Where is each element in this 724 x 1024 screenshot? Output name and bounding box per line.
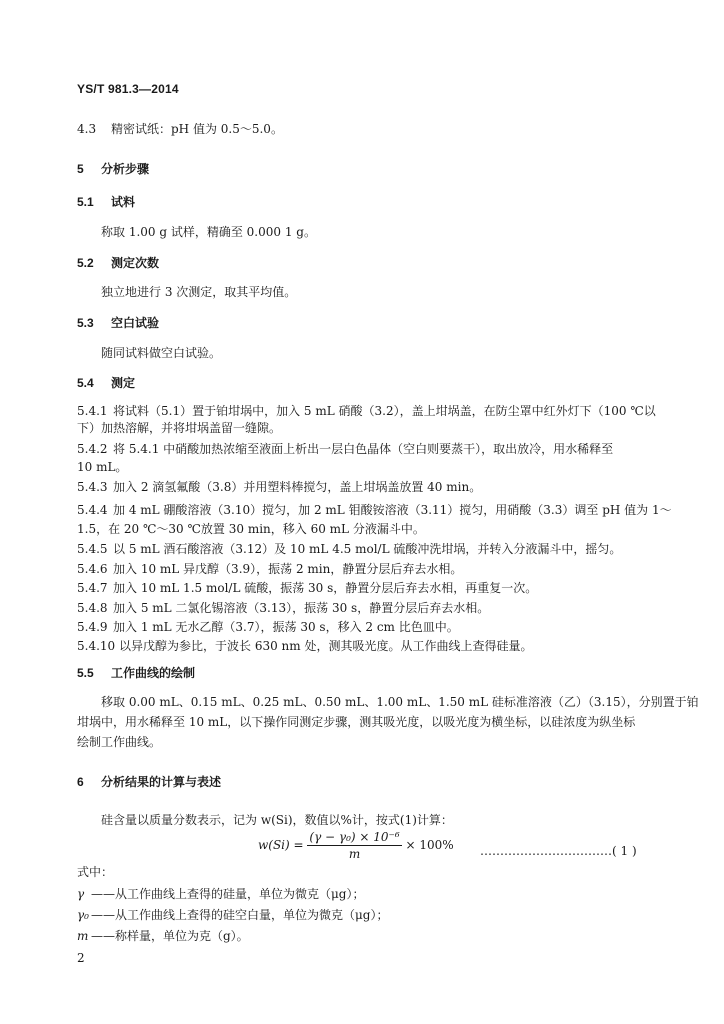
definition-gamma0 <box>77 907 388 923</box>
step-text: 加入 2 滴氢氟酸（3.8）并用塑料棒搅匀，盖上坩埚盖放置 40 min。 <box>113 480 482 494</box>
clause-5-2-body: 独立地进行 3 次测定，取其平均值。 <box>101 285 297 299</box>
step-number: 5.4.6 <box>77 562 108 576</box>
clause-number: 4.3 <box>77 122 97 136</box>
step-number: 5.4.2 <box>77 442 108 456</box>
formula-leader <box>480 843 637 859</box>
formula-fraction <box>307 830 401 861</box>
clause-title: 试料 <box>111 195 136 209</box>
standard-code: YS/T 981.3—2014 <box>77 82 179 96</box>
definition-symbol: m <box>77 929 89 943</box>
clause-number: 5.4 <box>77 376 94 390</box>
clause-5-5-heading <box>77 664 195 681</box>
clause-5-3-heading <box>77 314 159 331</box>
clause-5-1-heading <box>77 193 135 210</box>
step-5-4-3 <box>77 479 481 495</box>
clause-text: 精密试纸：pH 值为 0.5～5.0。 <box>111 122 283 136</box>
step-number: 5.4.8 <box>77 601 108 615</box>
formula-1 <box>258 830 454 861</box>
section-number: 6 <box>77 775 84 789</box>
step-text: 将试料（5.1）置于铂坩埚中，加入 5 mL 硝酸（3.2），盖上坩埚盖，在防尘罩中红外灯下（100 ℃以 <box>113 404 656 418</box>
clause-title: 测定 <box>111 376 136 390</box>
formula-equation-number: ( 1 ) <box>612 844 637 858</box>
step-5-4-1 <box>77 403 656 419</box>
clause-5-5-body-line1: 移取 0.00 mL、0.15 mL、0.25 mL、0.50 mL、1.00 mL、1.50 mL 硅标准溶液（乙）（3.15），分别置于铂 <box>101 695 699 709</box>
formula-numerator: (γ − γ₀) × 10⁻⁶ <box>309 830 400 844</box>
clause-5-4-heading <box>77 374 135 391</box>
clause-5-1-body: 称取 1.00 g 试样，精确至 0.000 1 g。 <box>101 225 316 239</box>
step-number: 5.4.10 <box>77 639 116 653</box>
clause-title: 测定次数 <box>111 256 160 270</box>
step-5-4-4 <box>77 502 672 518</box>
clause-title: 空白试验 <box>111 316 160 330</box>
definition-symbol: γ₀ <box>77 908 89 922</box>
step-5-4-10 <box>77 638 532 654</box>
clause-5-5-body-line3: 绘制工作曲线。 <box>77 735 162 749</box>
step-5-4-1-cont: 下）加热溶解，并将坩埚盖留一缝隙。 <box>77 421 282 435</box>
formula-leader-dots: …………………………… <box>480 844 612 858</box>
step-5-4-8 <box>77 600 489 616</box>
formula-lhs: w(Si) = <box>258 838 304 852</box>
step-text: 以 5 mL 酒石酸溶液（3.12）及 10 mL 4.5 mol/L 硫酸冲洗坩埚，并转入分液漏斗中，摇匀。 <box>113 542 622 556</box>
clause-number: 5.2 <box>77 256 94 270</box>
step-text: 加入 5 mL 二氯化锡溶液（3.13），振荡 30 s，静置分层后弃去水相。 <box>113 601 490 615</box>
section-title: 分析结果的计算与表述 <box>101 775 222 789</box>
clause-4-3 <box>77 121 283 137</box>
section-5-heading <box>77 160 149 177</box>
formula-denominator: m <box>348 847 361 861</box>
definition-m <box>77 928 249 944</box>
step-5-4-5 <box>77 541 621 557</box>
step-text: 加入 1 mL 无水乙醇（3.7），振荡 30 s，移入 2 cm 比色皿中。 <box>113 620 459 634</box>
step-number: 5.4.5 <box>77 542 108 556</box>
step-5-4-4-cont: 1.5，在 20 ℃～30 ℃放置 30 min，移入 60 mL 分液漏斗中。 <box>77 522 425 536</box>
step-text: 加入 10 mL 异戊醇（3.9），振荡 2 min，静置分层后弃去水相。 <box>113 562 463 576</box>
definition-text: ——从工作曲线上查得的硅空白量，单位为微克（μg）； <box>91 908 389 922</box>
clause-5-3-body: 随同试料做空白试验。 <box>101 346 222 360</box>
step-5-4-2-cont: 10 mL。 <box>77 460 128 474</box>
section-number: 5 <box>77 162 84 176</box>
where-label: 式中： <box>77 865 114 879</box>
formula-rhs: × 100% <box>405 838 454 852</box>
step-5-4-6 <box>77 561 462 577</box>
clause-5-5-body-line2: 坩埚中，用水稀释至 10 mL，以下操作同测定步骤，测其吸光度，以吸光度为横坐标，以硅浓度为纵坐标 <box>77 715 636 729</box>
definition-symbol: γ <box>77 887 85 901</box>
step-5-4-2 <box>77 441 613 457</box>
clause-number: 5.1 <box>77 195 94 209</box>
step-number: 5.4.7 <box>77 581 108 595</box>
section-6-heading <box>77 773 221 790</box>
step-text: 将 5.4.1 中硝酸加热浓缩至液面上析出一层白色晶体（空白则要蒸干），取出放冷，用水稀释至 <box>113 442 614 456</box>
step-5-4-9 <box>77 619 459 635</box>
clause-title: 工作曲线的绘制 <box>111 666 196 680</box>
definition-gamma <box>77 886 364 902</box>
step-number: 5.4.9 <box>77 620 108 634</box>
step-text: 加 4 mL 硼酸溶液（3.10）搅匀，加 2 mL 钼酸铵溶液（3.11）搅匀，用硝酸（3.3）调至 pH 值为 1～ <box>113 503 672 517</box>
step-number: 5.4.4 <box>77 503 108 517</box>
step-text: 以异戊醇为参比，于波长 630 nm 处，测其吸光度。从工作曲线上查得硅量。 <box>119 639 533 653</box>
step-number: 5.4.1 <box>77 404 108 418</box>
section-title: 分析步骤 <box>101 162 150 176</box>
clause-5-2-heading <box>77 254 159 271</box>
definition-text: ——称样量，单位为克（g）。 <box>91 929 249 943</box>
page-number: 2 <box>77 951 85 965</box>
clause-number: 5.5 <box>77 666 94 680</box>
clause-number: 5.3 <box>77 316 94 330</box>
step-number: 5.4.3 <box>77 480 108 494</box>
step-5-4-7 <box>77 580 537 596</box>
definition-text: ——从工作曲线上查得的硅量，单位为微克（μg）； <box>91 887 365 901</box>
section-6-intro: 硅含量以质量分数表示，记为 w(Si)，数值以%计，按式(1)计算： <box>101 813 453 827</box>
step-text: 加入 10 mL 1.5 mol/L 硫酸，振荡 30 s，静置分层后弃去水相，再重复一次。 <box>113 581 538 595</box>
